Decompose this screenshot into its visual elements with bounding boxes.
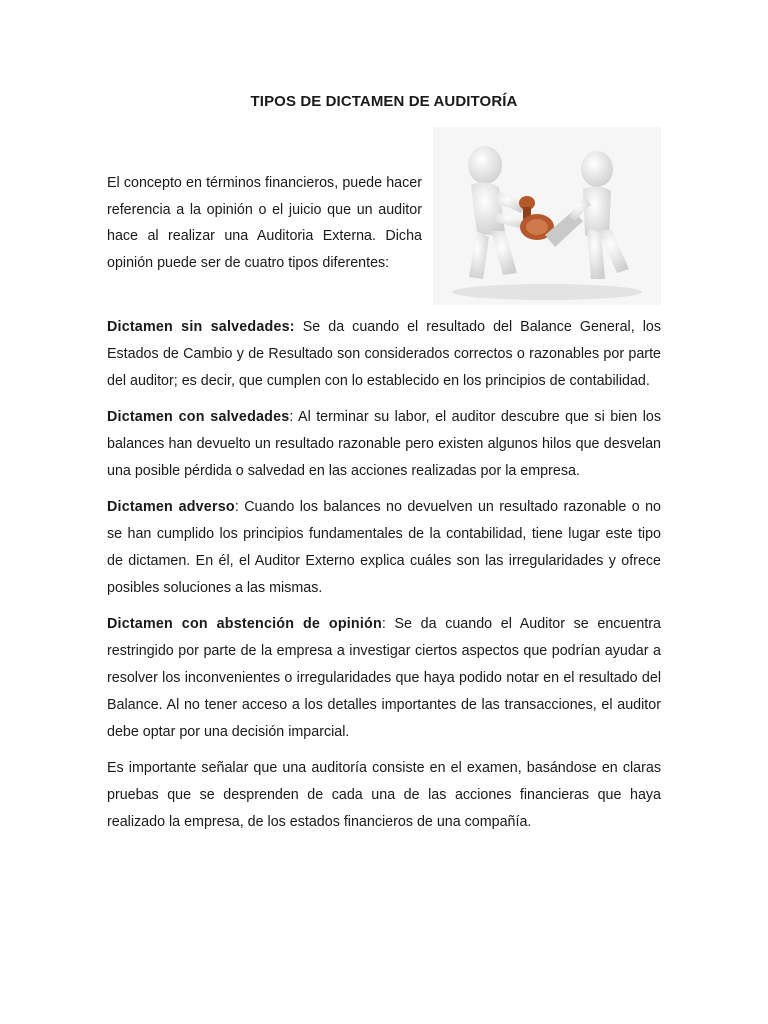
section-term: Dictamen con salvedades <box>107 409 290 425</box>
figures-stamping-document-illustration <box>433 127 661 305</box>
section-paragraph <box>107 494 661 602</box>
intro-paragraph: El concepto en términos financieros, puede hacer referencia a la opinión o el juicio que un auditor hace al realizar una Auditoria Externa. Dicha opinión puede ser de cuatro tipos diferentes: <box>107 175 422 271</box>
section-text: : Cuando los balances no devuelven un resultado razonable o no se han cumplido los principios fundamentales de la contabilidad, tiene lugar este tipo de dictamen. En él, el Auditor Externo explica cuáles son las irregularidades y ofrece posibles soluciones a las mismas. <box>107 499 661 596</box>
section-paragraph <box>107 404 661 485</box>
document-title: TIPOS DE DICTAMEN DE AUDITORÍA <box>250 93 518 110</box>
section-term: Dictamen con abstención de opinión <box>107 616 382 632</box>
section-paragraph <box>107 611 661 746</box>
section-text: : Se da cuando el Auditor se encuentra restringido por parte de la empresa a investigar ciertos aspectos que podrían ayudar a resolver los inconvenientes o irregularidades que haya podido notar en el resultado del Balance. Al no tener acceso a los detalles importantes de las transacciones, el auditor debe optar por una decisión imparcial. <box>107 616 661 740</box>
section-term: Dictamen sin salvedades: <box>107 319 295 335</box>
section-text: Se da cuando el resultado del Balance General, los Estados de Cambio y de Resultado son considerados correctos o razonables por parte del auditor; es decir, que cumplen con lo establecido en los principios de contabilidad. <box>107 319 661 389</box>
document-body <box>107 314 661 845</box>
section-term: Dictamen adverso <box>107 499 235 515</box>
stamp-illustration <box>433 127 661 305</box>
conclusion-paragraph: Es importante señalar que una auditoría consiste en el examen, basándose en claras pruebas que se desprenden de cada una de las acciones financieras que haya realizado la empresa, de los estados financieros de una compañía. <box>107 760 661 830</box>
section-paragraph <box>107 314 661 395</box>
section-text: : Al terminar su labor, el auditor descubre que si bien los balances han devuelto un resultado razonable pero existen algunos hilos que desvelan una posible pérdida o salvedad en las acciones realizadas por la empresa. <box>107 409 661 479</box>
